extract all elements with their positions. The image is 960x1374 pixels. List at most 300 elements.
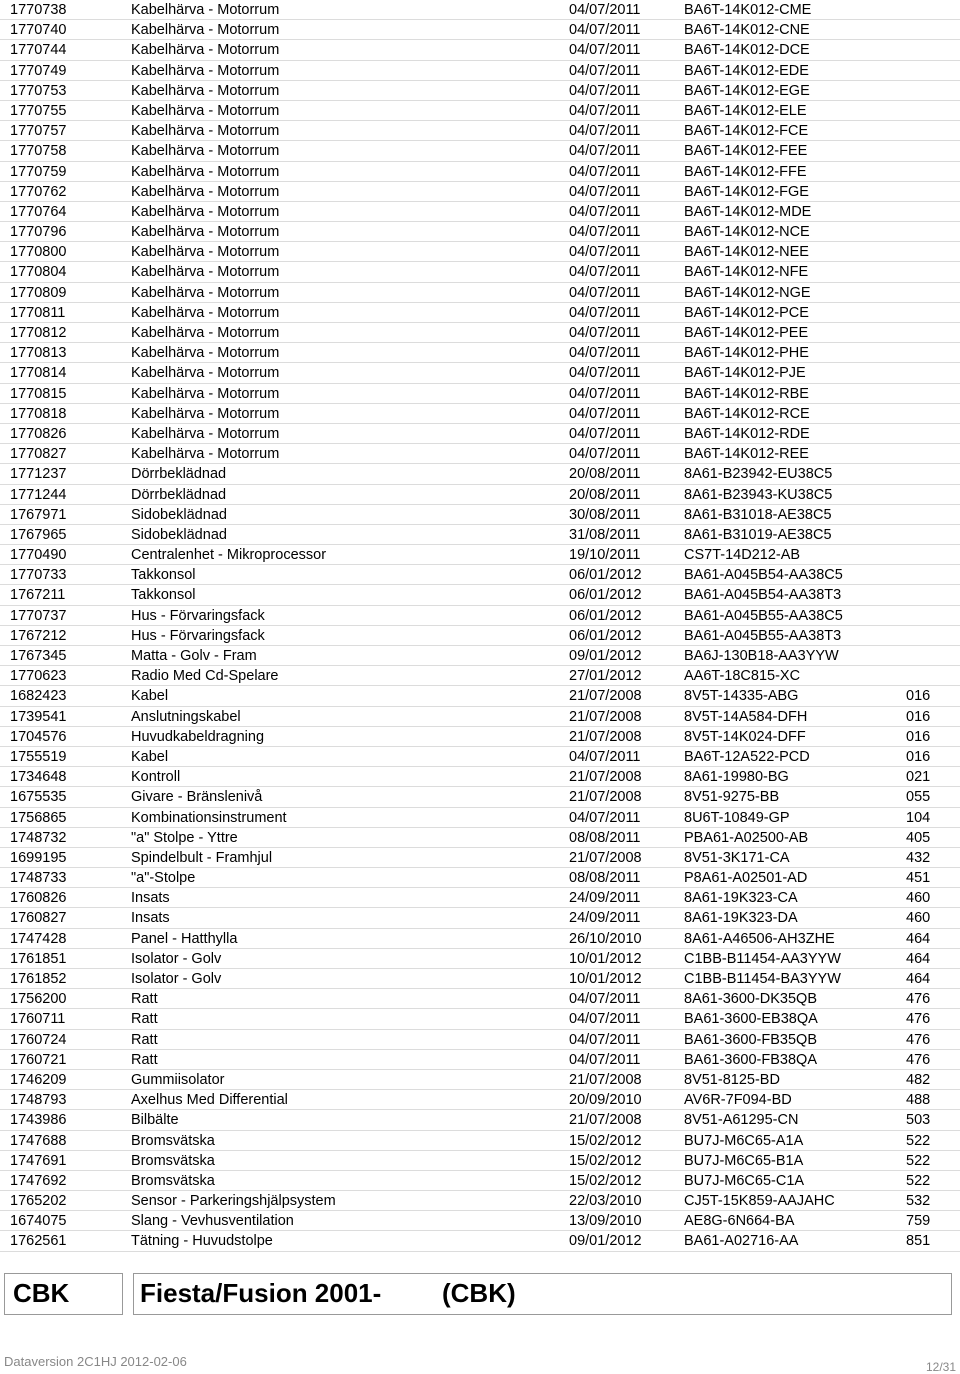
part-date: 04/07/2011 — [569, 1011, 641, 1028]
part-number: 1760711 — [10, 1011, 66, 1028]
table-row — [0, 1171, 960, 1191]
table-row — [0, 949, 960, 969]
supplier-part-number: 8A61-19980-BG — [684, 769, 789, 786]
part-date: 21/07/2008 — [569, 849, 642, 866]
group-code: 464 — [906, 950, 931, 967]
part-number: 1739541 — [10, 708, 67, 725]
part-description: Kabel — [131, 748, 169, 765]
supplier-part-number: BU7J-M6C65-C1A — [684, 1172, 805, 1189]
part-date: 04/07/2011 — [569, 345, 641, 362]
supplier-part-number: BA6T-14K012-FEE — [684, 143, 808, 160]
supplier-part-number: BA6T-14K012-CME — [684, 2, 812, 18]
part-number: 1770759 — [10, 163, 67, 180]
supplier-part-number: BA61-A045B55-AA38C5 — [684, 607, 843, 624]
supplier-part-number: BA61-A02716-AA — [684, 1233, 799, 1250]
table-row — [0, 686, 960, 706]
table-row — [0, 646, 960, 666]
supplier-part-number: 8A61-19K323-DA — [684, 910, 798, 927]
part-description: Ratt — [131, 991, 158, 1008]
group-code: 460 — [906, 890, 931, 907]
part-number: 1770757 — [10, 123, 67, 140]
supplier-part-number: C1BB-B11454-AA3YYW — [684, 950, 841, 967]
part-number: 1748733 — [10, 870, 67, 887]
part-date: 04/07/2011 — [569, 143, 641, 160]
table-row — [0, 1131, 960, 1151]
table-row — [0, 424, 960, 444]
table-row — [0, 283, 960, 303]
supplier-part-number: C1BB-B11454-BA3YYW — [684, 971, 841, 987]
supplier-part-number: BA6T-14K012-RCE — [684, 405, 810, 422]
group-code: 432 — [906, 849, 931, 866]
table-row — [0, 828, 960, 848]
group-code: 016 — [906, 748, 931, 765]
part-description: Spindelbult - Framhjul — [131, 849, 273, 866]
supplier-part-number: 8V51-3K171-CA — [684, 849, 790, 866]
part-date: 04/07/2011 — [569, 123, 641, 140]
part-number: 1770737 — [10, 607, 67, 624]
part-date: 09/01/2012 — [569, 648, 642, 664]
part-number: 1770623 — [10, 668, 67, 685]
supplier-part-number: BA6J-130B18-AA3YYW — [684, 648, 839, 664]
part-description: Isolator - Golv — [131, 950, 222, 967]
part-date: 09/01/2012 — [569, 1233, 642, 1250]
part-date: 04/07/2011 — [569, 224, 641, 241]
part-date: 06/01/2012 — [569, 627, 642, 644]
supplier-part-number: BA6T-14K012-EDE — [684, 62, 809, 79]
part-description: Axelhus Med Differential — [131, 1092, 288, 1109]
table-row — [0, 485, 960, 505]
supplier-part-number: 8A61-19K323-CA — [684, 890, 798, 907]
part-description: Takkonsol — [131, 587, 196, 604]
part-description: Dörrbeklädnad — [131, 466, 227, 483]
group-code: 464 — [906, 930, 931, 947]
part-date: 04/07/2011 — [569, 82, 641, 99]
part-date: 15/02/2012 — [569, 1172, 642, 1189]
table-row — [0, 1231, 960, 1251]
part-description: Kombinationsinstrument — [131, 809, 287, 826]
part-number: 1760827 — [10, 910, 67, 927]
table-row — [0, 1151, 960, 1171]
table-row — [0, 767, 960, 787]
part-description: Sidobeklädnad — [131, 526, 227, 543]
part-number: 1770738 — [10, 2, 67, 18]
group-code: 851 — [906, 1233, 931, 1250]
supplier-part-number: BA6T-14K012-FCE — [684, 123, 809, 140]
part-date: 04/07/2011 — [569, 748, 641, 765]
vehicle-model-code: (CBK) — [442, 1278, 516, 1308]
page-number: 12/31 — [925, 1360, 956, 1374]
part-number: 1675535 — [10, 789, 67, 806]
part-description: Kabelhärva - Motorrum — [131, 143, 280, 160]
table-row — [0, 1009, 960, 1029]
supplier-part-number: BA6T-14K012-MDE — [684, 203, 812, 220]
part-description: Ratt — [131, 1031, 158, 1048]
part-number: 1734648 — [10, 769, 67, 786]
part-description: Givare - Bränslenivå — [131, 789, 263, 806]
part-number: 1747688 — [10, 1132, 67, 1149]
part-date: 04/07/2011 — [569, 244, 641, 261]
part-description: Kabelhärva - Motorrum — [131, 22, 280, 39]
part-description: Kabelhärva - Motorrum — [131, 62, 280, 79]
part-number: 1674075 — [10, 1213, 67, 1230]
table-row — [0, 707, 960, 727]
part-number: 1770811 — [10, 304, 66, 321]
group-code: 055 — [906, 789, 931, 806]
part-number: 1756865 — [10, 809, 67, 826]
group-code: 482 — [906, 1071, 931, 1088]
group-code: 016 — [906, 708, 931, 725]
part-date: 06/01/2012 — [569, 567, 642, 584]
part-description: Kabelhärva - Motorrum — [131, 365, 280, 382]
part-number: 1770740 — [10, 22, 67, 39]
part-number: 1770744 — [10, 42, 67, 59]
part-description: Kabelhärva - Motorrum — [131, 264, 280, 281]
part-description: Bromsvätska — [131, 1132, 215, 1149]
group-code: 405 — [906, 829, 931, 846]
part-date: 04/07/2011 — [569, 405, 641, 422]
part-number: 1770762 — [10, 183, 67, 200]
part-date: 21/07/2008 — [569, 1112, 642, 1129]
supplier-part-number: 8V51-8125-BD — [684, 1071, 780, 1088]
table-row — [0, 888, 960, 908]
part-number: 1765202 — [10, 1193, 67, 1210]
supplier-part-number: 8U6T-10849-GP — [684, 809, 790, 826]
part-date: 04/07/2011 — [569, 42, 641, 59]
part-date: 04/07/2011 — [569, 203, 641, 220]
part-date: 04/07/2011 — [569, 446, 641, 463]
part-description: Hus - Förvaringsfack — [131, 627, 265, 644]
supplier-part-number: 8V51-9275-BB — [684, 789, 780, 806]
table-row — [0, 303, 960, 323]
table-row — [0, 585, 960, 605]
part-date: 06/01/2012 — [569, 587, 642, 604]
table-row — [0, 929, 960, 949]
table-row — [0, 343, 960, 363]
part-number: 1771237 — [10, 466, 67, 483]
table-row — [0, 404, 960, 424]
supplier-part-number: BA61-3600-FB35QB — [684, 1031, 817, 1048]
table-row — [0, 0, 960, 20]
part-description: Kabelhärva - Motorrum — [131, 183, 280, 200]
part-description: Kabelhärva - Motorrum — [131, 2, 280, 18]
part-date: 04/07/2011 — [569, 1051, 641, 1068]
part-number: 1770815 — [10, 385, 67, 402]
supplier-part-number: 8A61-3600-DK35QB — [684, 991, 817, 1008]
part-date: 04/07/2011 — [569, 62, 641, 79]
part-number: 1682423 — [10, 688, 67, 705]
part-description: Huvudkabeldragning — [131, 728, 265, 745]
part-description: "a" Stolpe - Yttre — [131, 829, 238, 846]
part-date: 15/02/2012 — [569, 1132, 642, 1149]
table-row — [0, 20, 960, 40]
part-number: 1770490 — [10, 547, 67, 564]
part-date: 31/08/2011 — [569, 526, 641, 543]
part-number: 1770826 — [10, 425, 67, 442]
supplier-part-number: AV6R-7F094-BD — [684, 1092, 792, 1109]
part-number: 1770800 — [10, 244, 67, 261]
part-description: Ratt — [131, 1051, 158, 1068]
table-row — [0, 384, 960, 404]
supplier-part-number: AE8G-6N664-BA — [684, 1213, 795, 1230]
part-date: 06/01/2012 — [569, 607, 642, 624]
part-number: 1761851 — [10, 950, 67, 967]
part-number: 1770827 — [10, 446, 67, 463]
table-row — [0, 505, 960, 525]
part-description: Kabelhärva - Motorrum — [131, 224, 280, 241]
part-description: Kabelhärva - Motorrum — [131, 203, 280, 220]
part-number: 1760724 — [10, 1031, 67, 1048]
part-date: 04/07/2011 — [569, 163, 641, 180]
part-number: 1748793 — [10, 1092, 67, 1109]
part-number: 1770755 — [10, 102, 67, 119]
part-description: Matta - Golv - Fram — [131, 648, 257, 664]
table-row — [0, 464, 960, 484]
part-date: 04/07/2011 — [569, 365, 641, 382]
part-number: 1770733 — [10, 567, 67, 584]
part-number: 1761852 — [10, 971, 67, 987]
part-date: 04/07/2011 — [569, 22, 641, 39]
part-date: 04/07/2011 — [569, 991, 641, 1008]
part-date: 19/10/2011 — [569, 547, 641, 564]
part-description: Bromsvätska — [131, 1172, 215, 1189]
part-date: 24/09/2011 — [569, 890, 641, 907]
vehicle-model-box — [133, 1273, 952, 1315]
part-description: Hus - Förvaringsfack — [131, 607, 265, 624]
part-description: Kabelhärva - Motorrum — [131, 102, 280, 119]
table-row — [0, 1050, 960, 1070]
part-description: Sensor - Parkeringshjälpsystem — [131, 1193, 336, 1210]
table-row — [0, 545, 960, 565]
part-description: Kabelhärva - Motorrum — [131, 82, 280, 99]
part-description: Kabelhärva - Motorrum — [131, 325, 280, 341]
group-code: 759 — [906, 1213, 931, 1230]
table-row — [0, 1110, 960, 1130]
part-number: 1747428 — [10, 930, 67, 947]
table-row — [0, 525, 960, 545]
group-code: 476 — [906, 1011, 931, 1028]
group-code: 522 — [906, 1152, 931, 1169]
table-row — [0, 182, 960, 202]
table-row — [0, 727, 960, 747]
part-number: 1770753 — [10, 82, 67, 99]
supplier-part-number: BA6T-14K012-DCE — [684, 42, 810, 59]
supplier-part-number: BA61-3600-FB38QA — [684, 1051, 817, 1068]
part-description: Kabelhärva - Motorrum — [131, 123, 280, 140]
supplier-part-number: BA61-3600-EB38QA — [684, 1011, 818, 1028]
table-row — [0, 626, 960, 646]
part-number: 1760721 — [10, 1051, 67, 1068]
part-description: Anslutningskabel — [131, 708, 241, 725]
table-row — [0, 101, 960, 121]
table-row — [0, 323, 960, 343]
supplier-part-number: BA6T-14K012-NCE — [684, 224, 810, 241]
table-row — [0, 1090, 960, 1110]
part-date: 04/07/2011 — [569, 385, 641, 402]
part-description: Kabelhärva - Motorrum — [131, 163, 280, 180]
group-code: 476 — [906, 1051, 931, 1068]
table-row — [0, 908, 960, 928]
table-row — [0, 363, 960, 383]
supplier-part-number: BA61-A045B55-AA38T3 — [684, 627, 842, 644]
part-description: Insats — [131, 910, 170, 927]
vehicle-code-box — [4, 1273, 123, 1315]
supplier-part-number: BA6T-14K012-PEE — [684, 325, 809, 341]
part-date: 04/07/2011 — [569, 425, 641, 442]
part-date: 04/07/2011 — [569, 264, 641, 281]
part-number: 1770818 — [10, 405, 67, 422]
part-number: 1755519 — [10, 748, 67, 765]
part-number: 1770764 — [10, 203, 67, 220]
part-description: Isolator - Golv — [131, 971, 222, 987]
part-number: 1770814 — [10, 365, 67, 382]
table-row — [0, 969, 960, 989]
vehicle-code: CBK — [13, 1278, 70, 1308]
supplier-part-number: 8A61-B23943-KU38C5 — [684, 486, 833, 503]
part-number: 1747692 — [10, 1172, 67, 1189]
table-row — [0, 444, 960, 464]
supplier-part-number: 8A61-B23942-EU38C5 — [684, 466, 833, 483]
table-row — [0, 262, 960, 282]
part-description: Kabelhärva - Motorrum — [131, 244, 280, 261]
table-row — [0, 141, 960, 161]
part-date: 08/08/2011 — [569, 870, 641, 887]
supplier-part-number: 8A61-A46506-AH3ZHE — [684, 930, 835, 947]
supplier-part-number: BA6T-14K012-PHE — [684, 345, 809, 362]
part-date: 24/09/2011 — [569, 910, 641, 927]
supplier-part-number: BA6T-14K012-RDE — [684, 425, 810, 442]
group-code: 503 — [906, 1112, 931, 1129]
vehicle-model: Fiesta/Fusion 2001- — [140, 1278, 382, 1308]
part-date: 04/07/2011 — [569, 1031, 641, 1048]
table-row — [0, 989, 960, 1009]
table-row — [0, 61, 960, 81]
table-row — [0, 565, 960, 585]
part-description: Kabelhärva - Motorrum — [131, 345, 280, 362]
part-date: 04/07/2011 — [569, 102, 641, 119]
group-code: 532 — [906, 1193, 931, 1210]
supplier-part-number: BA6T-14K012-FFE — [684, 163, 807, 180]
part-description: Sidobeklädnad — [131, 506, 227, 523]
part-date: 13/09/2010 — [569, 1213, 642, 1230]
supplier-part-number: 8V5T-14335-ABG — [684, 688, 799, 705]
supplier-part-number: 8A61-B31018-AE38C5 — [684, 506, 832, 523]
group-code: 522 — [906, 1172, 931, 1189]
table-row — [0, 606, 960, 626]
part-date: 21/07/2008 — [569, 1071, 642, 1088]
table-row — [0, 787, 960, 807]
group-code: 460 — [906, 910, 931, 927]
part-description: Kabelhärva - Motorrum — [131, 385, 280, 402]
part-date: 21/07/2008 — [569, 688, 642, 705]
part-description: Kabelhärva - Motorrum — [131, 284, 280, 301]
part-description: Centralenhet - Mikroprocessor — [131, 547, 327, 564]
table-row — [0, 666, 960, 686]
supplier-part-number: BA6T-14K012-PJE — [684, 365, 806, 382]
part-date: 04/07/2011 — [569, 284, 641, 301]
group-code: 104 — [906, 809, 931, 826]
supplier-part-number: BA61-A045B54-AA38T3 — [684, 587, 842, 604]
part-description: Bilbälte — [131, 1112, 179, 1129]
part-number: 1770796 — [10, 224, 67, 241]
part-number: 1767211 — [10, 587, 66, 604]
group-code: 016 — [906, 728, 931, 745]
supplier-part-number: CJ5T-15K859-AAJAHC — [684, 1193, 835, 1210]
table-row — [0, 868, 960, 888]
table-row — [0, 81, 960, 101]
part-number: 1756200 — [10, 991, 67, 1008]
part-description: Panel - Hatthylla — [131, 930, 238, 947]
supplier-part-number: BA6T-14K012-NFE — [684, 264, 809, 281]
part-date: 30/08/2011 — [569, 506, 641, 523]
supplier-part-number: BA6T-14K012-CNE — [684, 22, 810, 39]
part-number: 1770812 — [10, 325, 67, 341]
part-number: 1770749 — [10, 62, 67, 79]
supplier-part-number: BA6T-14K012-NEE — [684, 244, 809, 261]
supplier-part-number: PBA61-A02500-AB — [684, 829, 809, 846]
part-number: 1767345 — [10, 648, 67, 664]
part-date: 10/01/2012 — [569, 971, 642, 987]
part-date: 04/07/2011 — [569, 2, 641, 18]
part-number: 1767971 — [10, 506, 67, 523]
table-row — [0, 1070, 960, 1090]
part-date: 04/07/2011 — [569, 304, 641, 321]
part-description: Radio Med Cd-Spelare — [131, 668, 279, 685]
supplier-part-number: BA61-A045B54-AA38C5 — [684, 567, 843, 584]
part-date: 26/10/2010 — [569, 930, 642, 947]
part-date: 20/08/2011 — [569, 466, 641, 483]
part-description: Kontroll — [131, 769, 181, 786]
part-date: 04/07/2011 — [569, 183, 641, 200]
supplier-part-number: BU7J-M6C65-A1A — [684, 1132, 804, 1149]
group-code: 488 — [906, 1092, 931, 1109]
supplier-part-number: BA6T-14K012-NGE — [684, 284, 811, 301]
part-description: Kabelhärva - Motorrum — [131, 425, 280, 442]
part-number: 1762561 — [10, 1233, 67, 1250]
part-description: "a"-Stolpe — [131, 870, 196, 887]
supplier-part-number: BA6T-14K012-RBE — [684, 385, 809, 402]
supplier-part-number: P8A61-A02501-AD — [684, 870, 808, 887]
table-row — [0, 808, 960, 828]
data-version: Dataversion 2C1HJ 2012-02-06 — [4, 1354, 187, 1369]
table-row — [0, 1191, 960, 1211]
group-code: 021 — [906, 769, 931, 786]
part-description: Ratt — [131, 1011, 158, 1028]
table-row — [0, 1030, 960, 1050]
supplier-part-number: 8A61-B31019-AE38C5 — [684, 526, 832, 543]
group-code: 476 — [906, 991, 931, 1008]
part-description: Dörrbeklädnad — [131, 486, 227, 503]
part-date: 21/07/2008 — [569, 769, 642, 786]
part-number: 1760826 — [10, 890, 67, 907]
supplier-part-number: AA6T-18C815-XC — [684, 668, 801, 685]
part-number: 1699195 — [10, 849, 67, 866]
supplier-part-number: BA6T-14K012-PCE — [684, 304, 809, 321]
part-date: 21/07/2008 — [569, 789, 642, 806]
supplier-part-number: 8V5T-14K024-DFF — [684, 728, 806, 745]
part-description: Gummiisolator — [131, 1071, 225, 1088]
part-number: 1767212 — [10, 627, 67, 644]
part-date: 21/07/2008 — [569, 728, 642, 745]
part-number: 1748732 — [10, 829, 67, 846]
table-row — [0, 202, 960, 222]
part-date: 15/02/2012 — [569, 1152, 642, 1169]
part-number: 1770809 — [10, 284, 67, 301]
supplier-part-number: BA6T-14K012-ELE — [684, 102, 807, 119]
part-description: Tätning - Huvudstolpe — [131, 1233, 273, 1250]
part-number: 1747691 — [10, 1152, 67, 1169]
supplier-part-number: BA6T-12A522-PCD — [684, 748, 810, 765]
group-code: 464 — [906, 971, 931, 987]
